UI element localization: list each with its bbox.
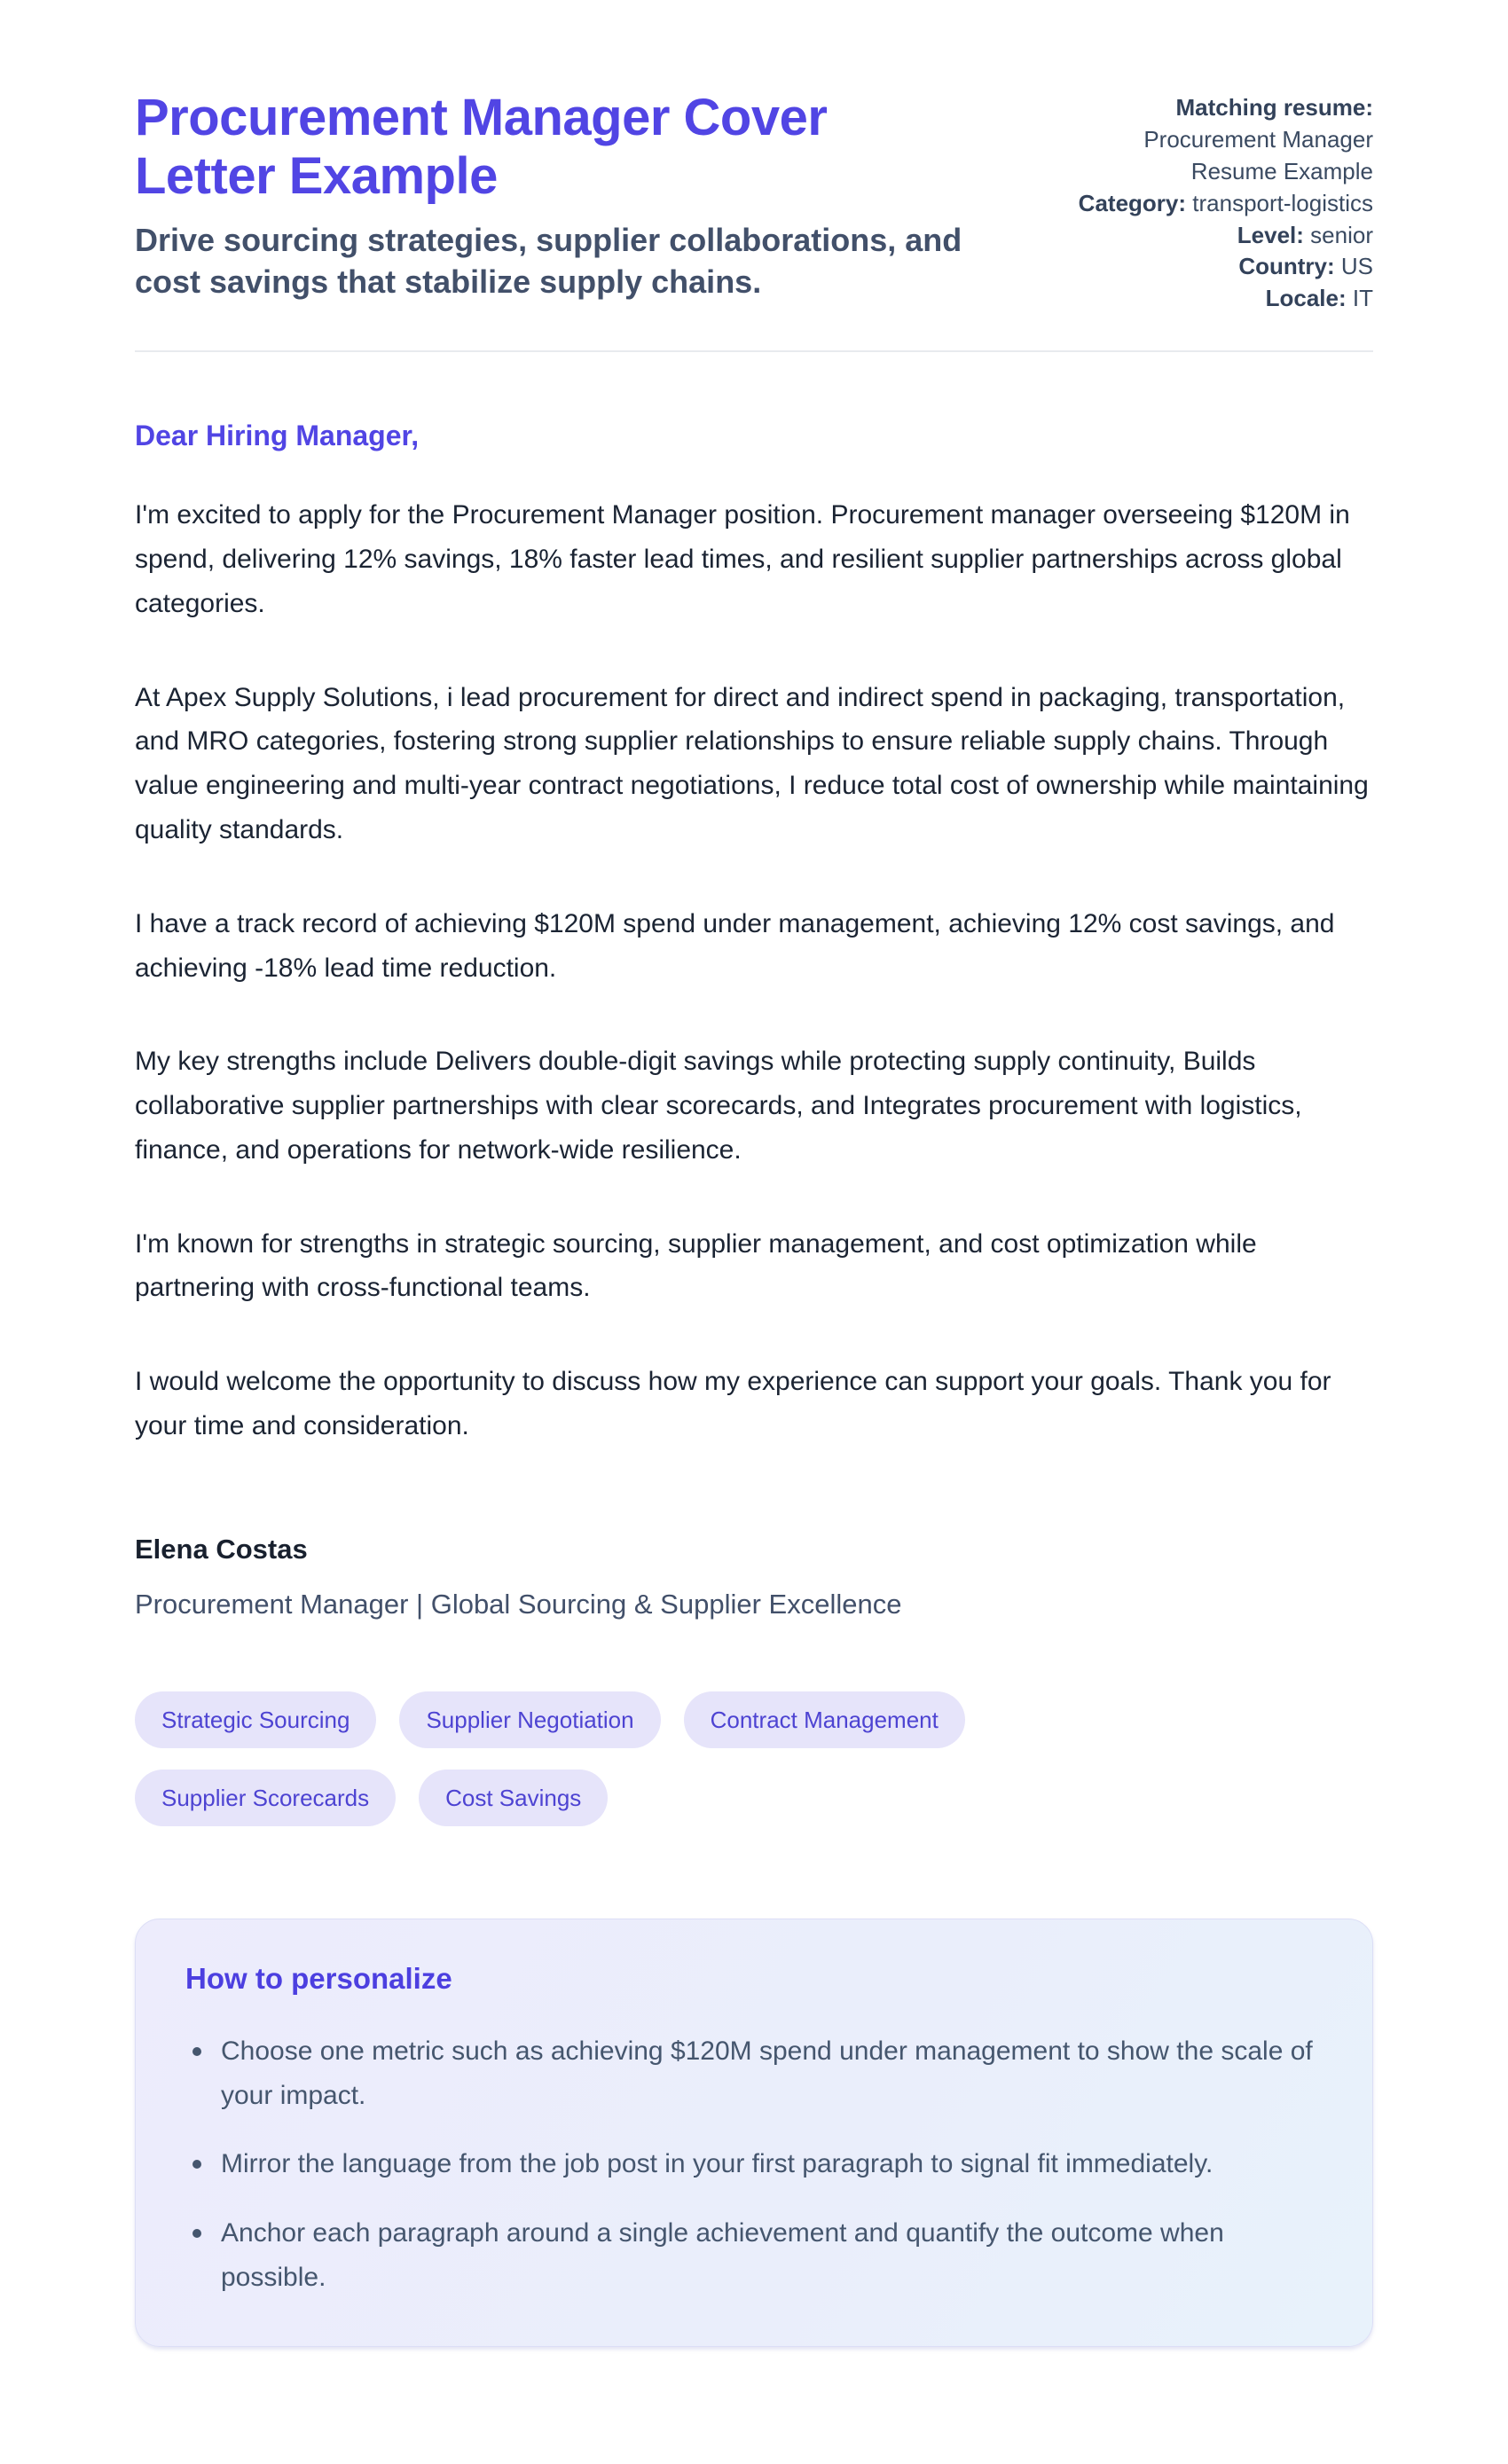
tip-item: Anchor each paragraph around a single achievement and quantify the outcome when possible. [185, 2211, 1321, 2300]
letter-paragraph: At Apex Supply Solutions, i lead procurement for direct and indirect spend in packaging, transportation, and MRO categories, fostering strong supplier relationships to ensure reliable supply chains. Through value engineering and multi-year contract negotiations, I reduce total cost of ownership while maintaining quality standards. [135, 682, 1369, 844]
tips-title: How to personalize [185, 1961, 452, 1995]
letter-paragraph: I have a track record of achieving $120M spend under management, achieving 12% cost savings, and achieving -18% lead time reduction. [135, 908, 1335, 983]
letter-paragraph: My key strengths include Delivers double-digit savings while protecting supply continuity, Builds collaborative supplier partnerships with clear scorecards, and Integrates procurement with logistics, finance, and operations for network-wide resilience. [135, 1047, 1302, 1165]
category-line [1072, 188, 1373, 220]
category-label: Category: [1078, 189, 1187, 216]
page-title: Procurement Manager Cover Letter Example [135, 89, 828, 206]
tip-item: Choose one metric such as achieving $120M spend under management to show the scale of your impact. [185, 2029, 1321, 2118]
skill-tag: Contract Management [684, 1691, 965, 1748]
matching-resume-value: Procurement Manager Resume Example [1143, 125, 1373, 184]
level-value: senior [1310, 221, 1373, 248]
skill-tag-list [135, 1691, 1199, 1826]
greeting: Dear Hiring Manager, [135, 420, 420, 452]
skill-tag: Supplier Scorecards [135, 1770, 396, 1826]
level-label: Level: [1237, 221, 1304, 248]
personalize-tips-box [135, 1919, 1373, 2347]
country-label: Country: [1238, 253, 1335, 280]
matching-resume-line [1072, 92, 1373, 124]
locale-line [1072, 283, 1373, 315]
letter-paragraph: I'm known for strengths in strategic sourcing, supplier management, and cost optimization while partnering with cross-functional teams. [135, 1228, 1257, 1303]
skill-tag: Supplier Negotiation [399, 1691, 660, 1748]
page-subtitle: Drive sourcing strategies, supplier collaborations, and cost savings that stabilize supply chains. [135, 222, 962, 301]
skill-tag: Strategic Sourcing [135, 1691, 376, 1748]
country-line [1072, 251, 1373, 283]
country-value: US [1340, 253, 1373, 280]
matching-resume-label: Matching resume: [1175, 94, 1373, 121]
signature-role: Procurement Manager | Global Sourcing & Supplier Excellence [135, 1588, 902, 1620]
letter-body [135, 420, 1373, 2347]
signature-name: Elena Costas [135, 1533, 308, 1565]
letter-paragraph: I would welcome the opportunity to discuss how my experience can support your goals. Thank you for your time and consideration. [135, 1367, 1331, 1441]
tips-list [185, 2029, 1323, 2300]
letter-paragraphs [135, 493, 1373, 1448]
locale-label: Locale: [1265, 285, 1347, 312]
resume-meta-panel [1072, 89, 1373, 315]
header-divider [135, 350, 1373, 352]
category-value: transport-logistics [1192, 189, 1373, 216]
skill-tag: Cost Savings [419, 1770, 608, 1826]
locale-value: IT [1352, 285, 1373, 312]
header [135, 89, 1373, 315]
tip-item: Mirror the language from the job post in your first paragraph to signal fit immediately. [185, 2142, 1321, 2186]
letter-paragraph: I'm excited to apply for the Procurement Manager position. Procurement manager overseeing $120M in spend, delivering 12% savings, 18% faster lead times, and resilient supplier partnerships across global categories. [135, 500, 1350, 618]
header-title-block [135, 89, 978, 303]
level-line [1072, 220, 1373, 252]
